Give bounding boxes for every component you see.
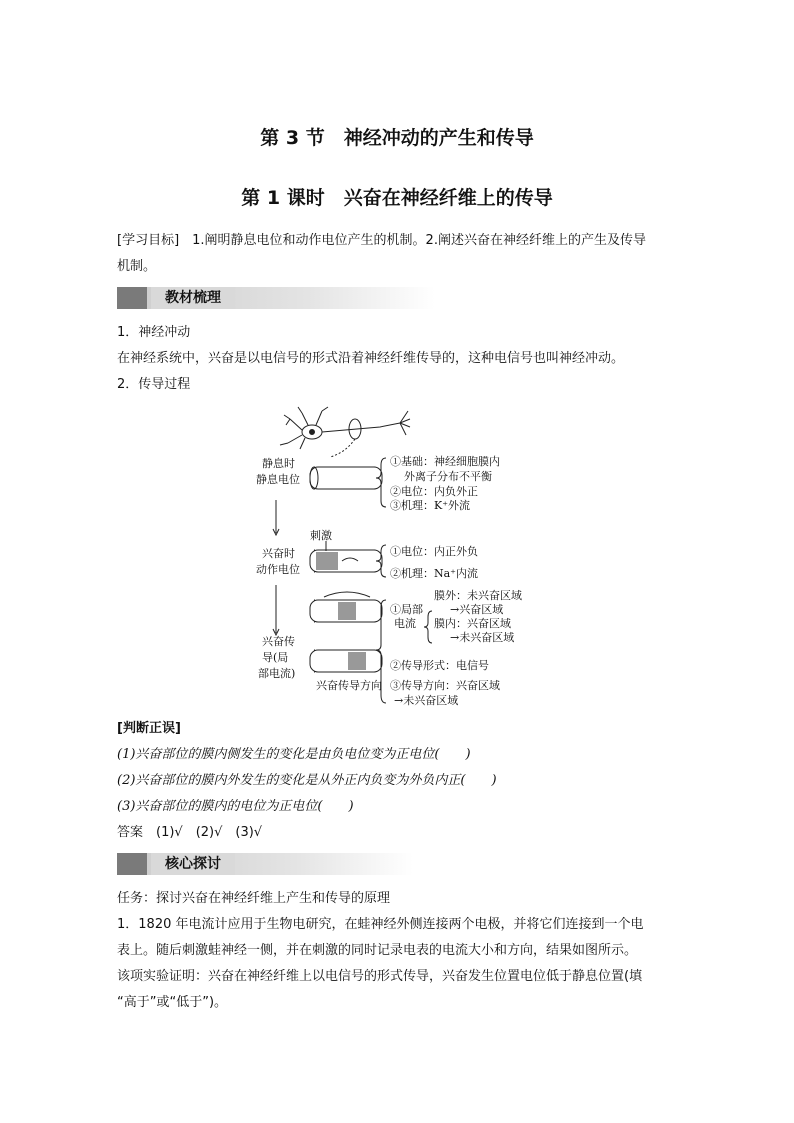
judge-heading: [判断正误] <box>117 721 181 736</box>
local-current-1: ①局部 <box>390 603 423 616</box>
inside-flow-2: →未兴奋区域 <box>450 631 515 644</box>
excite-label-2: 动作电位 <box>256 563 300 576</box>
conduction-direction-2: →未兴奋区域 <box>394 694 459 707</box>
page-subtitle: 第 1 课时 兴奋在神经纤维上的传导 <box>241 187 553 209</box>
judge-section <box>117 716 682 846</box>
p1-line-4: “高于”或“低于”)。 <box>117 995 228 1010</box>
section-header-core <box>117 853 413 875</box>
section-label: 核心探讨 <box>151 853 235 875</box>
judge-q3: (3)兴奋部位的膜内的电位为正电位( ) <box>117 799 354 814</box>
rest-mechanism: ③机理：K⁺外流 <box>390 499 471 512</box>
rest-basis: ①基础：神经细胞膜内 <box>390 455 500 468</box>
conduction-form: ②传导形式：电信号 <box>390 659 489 672</box>
inside-flow-1: 膜内：兴奋区域 <box>434 617 511 630</box>
conduction-direction-1: ③传导方向：兴奋区域 <box>390 679 500 692</box>
excite-label-1: 兴奋时 <box>262 547 295 560</box>
task-line: 任务：探讨兴奋在神经纤维上产生和传导的原理 <box>117 891 391 906</box>
fiber-conduction-2 <box>310 650 382 672</box>
objectives-line-1: [学习目标] 1.阐明静息电位和动作电位产生的机制。2.阐述兴奋在神经纤维上的产生及传导 <box>117 233 646 248</box>
objectives-line-2: 机制。 <box>117 259 157 274</box>
page-title: 第 3 节 神经冲动的产生和传导 <box>260 127 534 149</box>
item1-text: 在神经系统中，兴奋是以电信号的形式沿着神经纤维传导的，这种电信号也叫神经冲动。 <box>117 351 625 366</box>
judge-q1: (1)兴奋部位的膜内侧发生的变化是由负电位变为正电位( ) <box>117 747 471 762</box>
judge-answer: 答案 (1)√ (2)√ (3)√ <box>117 825 263 840</box>
stimulus-label: 刺激 <box>310 529 332 542</box>
p1-line-1: 1．1820 年电流计应用于生物电研究，在蛙神经外侧连接两个电极，并将它们连接到一个电 <box>117 917 644 932</box>
rest-basis-2: 外离子分布不平衡 <box>404 470 492 483</box>
fiber-excited <box>310 541 382 572</box>
judge-q2: (2)兴奋部位的膜内外发生的变化是从外正内负变为外负内正( ) <box>117 773 497 788</box>
rest-label-1: 静息时 <box>262 457 295 470</box>
conduction-label-2: 导(局 <box>262 651 289 664</box>
item1-title: 1．神经冲动 <box>117 325 191 340</box>
neuron-illustration <box>280 407 410 457</box>
p1-line-3: 该项实验证明：兴奋在神经纤维上以电信号的形式传导，兴奋发生位置电位低于静息位置(填 <box>117 969 643 984</box>
excite-potential: ①电位：内正外负 <box>390 545 478 558</box>
conduction-label-1: 兴奋传 <box>262 635 295 648</box>
direction-caption: 兴奋传导方向 <box>316 679 382 692</box>
rest-potential: ②电位：内负外正 <box>390 485 478 498</box>
learning-objectives <box>117 228 682 280</box>
section2-content <box>117 886 682 1016</box>
fiber-conduction-1 <box>310 592 382 622</box>
conduction-label-3: 部电流) <box>258 667 296 680</box>
conduction-diagram <box>250 405 550 710</box>
p1-line-2: 表上。随后刺激蛙神经一侧，并在刺激的同时记录电表的电流大小和方向，结果如图所示。 <box>117 943 638 958</box>
excite-mechanism: ②机理：Na⁺内流 <box>390 567 478 580</box>
section-label: 教材梳理 <box>151 287 235 309</box>
fiber-resting <box>310 467 382 489</box>
local-current-2: 电流 <box>394 617 416 630</box>
rest-label-2: 静息电位 <box>256 473 300 486</box>
outside-flow-2: →兴奋区域 <box>450 603 504 616</box>
outside-flow-1: 膜外：未兴奋区域 <box>434 589 522 602</box>
section-header-textbook <box>117 287 435 309</box>
section1-content <box>117 320 682 398</box>
item2-title: 2．传导过程 <box>117 377 191 392</box>
